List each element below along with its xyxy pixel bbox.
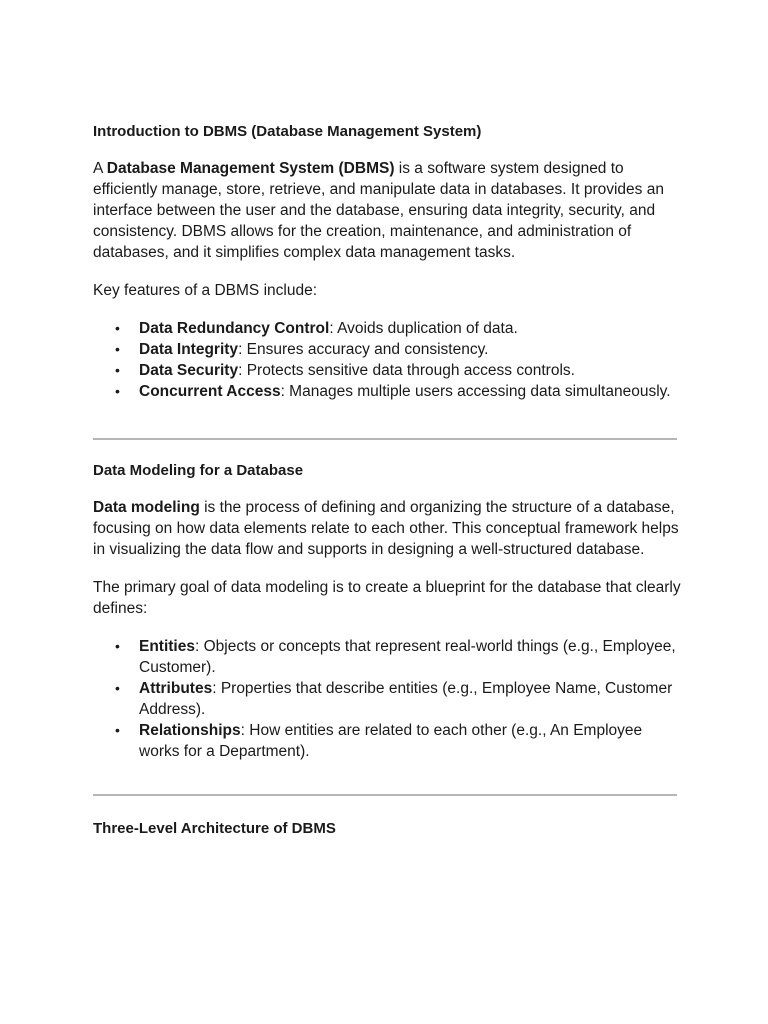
list-item-desc: : How entities are related to each other (e.g., An Employee works for a Department). [139,722,643,760]
list-item-term: Entities [139,638,195,655]
list-item-term: Data Security [139,362,239,379]
list-item-desc: : Manages multiple users accessing data simultaneously. [280,383,671,400]
list-item-desc: : Ensures accuracy and consistency. [238,341,489,358]
list-item [139,636,683,678]
list-item [139,678,683,720]
section-heading-three-level-architecture: Three-Level Architecture of DBMS [93,820,336,837]
list-item-term: Data Redundancy Control [139,320,330,337]
definition-term: Database Management System (DBMS) [106,160,395,177]
definition-term: Data modeling [93,499,200,516]
dbms-definition-paragraph [93,158,683,263]
list-item-desc: : Protects sensitive data through access controls. [238,362,575,379]
list-item [139,720,683,762]
list-item [139,360,683,381]
list-item-term: Attributes [139,680,213,697]
data-modeling-definition-paragraph [93,497,683,560]
features-lead-paragraph: Key features of a DBMS include: [93,282,318,299]
list-item-desc: : Properties that describe entities (e.g., Employee Name, Customer Address). [139,680,673,718]
list-item [139,381,683,402]
definition-text: is the process of defining and organizing the structure of a database, focusing on how data elements relate to each other. This conceptual framework helps in visualizing the data flow and supports in designing a well-structured database. [93,499,679,558]
data-modeling-list [93,636,683,762]
section-divider [93,794,677,796]
section-divider [93,438,677,440]
definition-prefix: A [93,160,107,177]
document-page [93,121,683,855]
list-item-term: Relationships [139,722,241,739]
definition-text: is a software system designed to efficiently manage, store, retrieve, and manipulate data in databases. It provides an interface between the user and the database, ensuring data integrity, security, and consistency. DBMS allows for the creation, maintenance, and administration of databases, and it simplifies complex data management tasks. [93,160,664,261]
features-list [93,318,683,402]
list-item [139,339,683,360]
list-item [139,318,683,339]
data-modeling-goal-paragraph: The primary goal of data modeling is to create a blueprint for the database that clearly defines: [93,579,681,617]
section-heading-intro-dbms: Introduction to DBMS (Database Management System) [93,123,482,140]
list-item-term: Data Integrity [139,341,239,358]
list-item-term: Concurrent Access [139,383,281,400]
section-heading-data-modeling: Data Modeling for a Database [93,462,304,479]
list-item-desc: : Objects or concepts that represent real-world things (e.g., Employee, Customer). [139,638,676,676]
list-item-desc: : Avoids duplication of data. [329,320,518,337]
